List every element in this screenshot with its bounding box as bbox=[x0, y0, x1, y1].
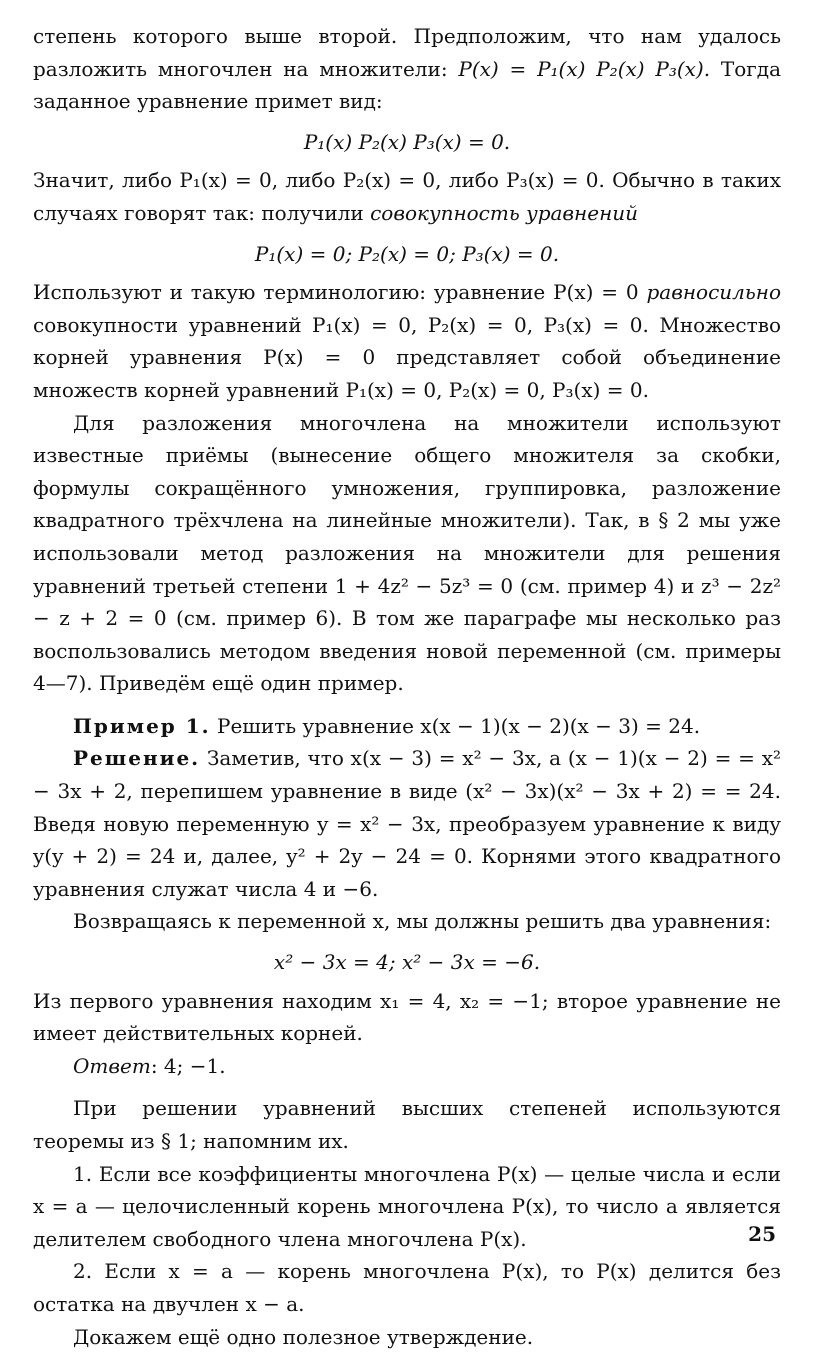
paragraph-roots: Из первого уравнения находим x₁ = 4, x₂ = −1; второе уравнение не имеет действительных корней. bbox=[33, 988, 781, 1046]
formula-set: P₁(x) = 0; P₂(x) = 0; P₃(x) = 0. bbox=[254, 241, 560, 266]
example-label: Пример 1. bbox=[73, 713, 211, 738]
answer-label: Ответ bbox=[73, 1053, 151, 1078]
example-1: Пример 1. Решить уравнение x(x − 1)(x − 2)(x − 3) = 24. bbox=[73, 713, 701, 738]
term-equivalent: равносильно bbox=[646, 280, 781, 305]
solution-label: Решение. bbox=[73, 746, 201, 771]
theorem-2: 2. Если x = a — корень многочлена P(x), то P(x) делится без остатка на двучлен x − a. bbox=[33, 1259, 781, 1316]
paragraph-terminology: Используют и такую терминологию: уравнение P(x) = 0 равносильно совокупности уравнений P₁(x) = 0, P₂(x) = 0, P₃(x) = 0. Множество корней уравнения P(x) = 0 представляет собой объединение множеств корней уравнений P₁(x) = 0, P₂(x) = 0, P₃(x) = 0. bbox=[33, 280, 781, 402]
paragraph-set-of-equations: Значит, либо P₁(x) = 0, либо P₂(x) = 0, либо P₃(x) = 0. Обычно в таких случаях говорят так: получили совокупность уравнений bbox=[33, 168, 781, 225]
formula-two-equations: x² − 3x = 4; x² − 3x = −6. bbox=[273, 950, 541, 975]
answer: Ответ: 4; −1. bbox=[73, 1053, 226, 1078]
paragraph-theorems: При решении уравнений высших степеней используются теоремы из § 1; напомним их. bbox=[33, 1096, 781, 1153]
formula-product: P₁(x) P₂(x) P₃(x) = 0. bbox=[303, 129, 511, 154]
term-set-of-equations: совокупность уравнений bbox=[370, 200, 638, 225]
theorem-1: 1. Если все коэффициенты многочлена P(x) — целые числа и если x = a — целочисленный корень многочлена P(x), то число a является делителем свободного члена многочлена P(x). bbox=[33, 1161, 781, 1251]
page-content bbox=[33, 20, 781, 1353]
paragraph-methods: Для разложения многочлена на множители используют известные приёмы (вынесение общего множителя за скобки, формулы сокращённого умножения, группировка, разложение квадратного трёхчлена на линейные множители). Так, в § 2 мы уже использовали метод разложения на множители для решения уравнений третьей степени 1 + 4z² − 5z³ = 0 (см. пример 4) и z³ − 2z² − z + 2 = 0 (см. пример 6). В том же параграфе мы несколько раз воспользовались методом введения новой переменной (см. примеры 4—7). Приведём ещё один пример. bbox=[33, 410, 781, 696]
page-number: 25 bbox=[748, 1222, 776, 1246]
factorization-formula: P(x) = P₁(x) P₂(x) P₃(x). bbox=[458, 56, 711, 81]
paragraph-prove: Докажем ещё одно полезное утверждение. bbox=[73, 1324, 534, 1349]
paragraph-return-variable: Возвращаясь к переменной x, мы должны решить два уравнения: bbox=[73, 909, 772, 934]
solution: Решение. Заметив, что x(x − 3) = x² − 3x, а (x − 1)(x − 2) = = x² − 3x + 2, перепишем уравнение в виде (x² − 3x)(x² − 3x + 2) = = 24. Введя новую переменную y = x² − 3x, преобразуем уравнение к виду y(y + 2) = 24 и, далее, y² + 2y − 24 = 0. Корнями этого квадратного уравнения служат числа 4 и −6. bbox=[33, 746, 781, 901]
paragraph-factorization: степень которого выше второй. Предположим, что нам удалось разложить многочлен на множители: P(x) = P₁(x) P₂(x) P₃(x). Тогда заданное уравнение примет вид: bbox=[33, 24, 781, 114]
